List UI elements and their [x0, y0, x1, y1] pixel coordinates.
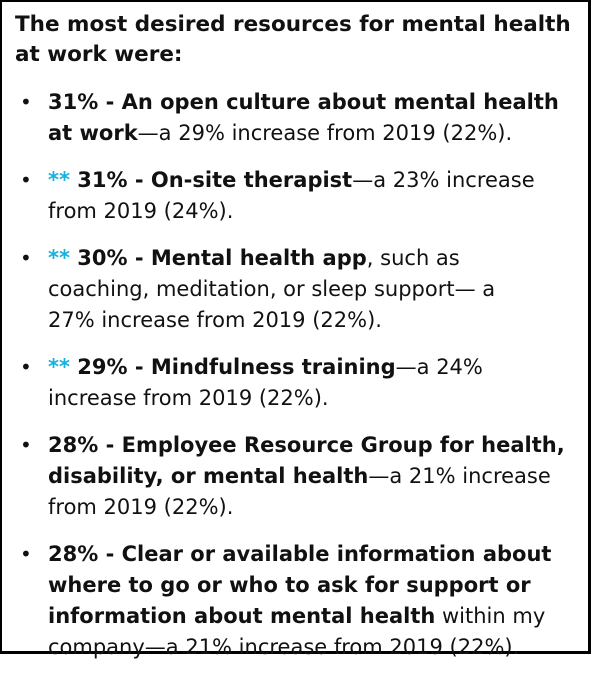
list-item	[2, 539, 588, 663]
item-highlight: 30% - Mental health app	[77, 246, 367, 270]
resource-list	[2, 87, 588, 679]
bullet-icon: •	[20, 90, 32, 114]
item-detail: —a 24% increase from 2019 (22%).	[48, 355, 483, 410]
list-item	[2, 243, 588, 336]
bullet-icon: •	[20, 355, 32, 379]
bullet-icon: •	[20, 168, 32, 192]
item-detail: —a 23% increase from 2019 (24%).	[48, 168, 535, 223]
bullet-icon: •	[20, 246, 32, 270]
list-item	[2, 87, 588, 149]
item-highlight: 28% - Employee Resource Group for health, disability, or mental health	[48, 433, 565, 488]
panel-heading: The most desired resources for mental health at work were:	[15, 12, 571, 67]
emphasis-mark: **	[48, 355, 78, 379]
item-highlight: 31% - On-site therapist	[77, 168, 353, 192]
item-highlight: 31% - An open culture about mental health at work	[48, 90, 559, 145]
item-detail: within my company—a 21% increase from 2019 (22%).	[48, 604, 546, 659]
emphasis-mark: **	[48, 246, 78, 270]
item-detail: , such as coaching, meditation, or sleep support— a 27% increase from 2019 (22%).	[48, 246, 496, 332]
emphasis-mark: **	[48, 168, 78, 192]
item-detail: —a 29% increase from 2019 (22%).	[137, 121, 513, 145]
bullet-icon: •	[20, 542, 32, 566]
list-item	[2, 430, 588, 523]
item-detail: —a 21% increase from 2019 (22%).	[48, 464, 551, 519]
bullet-icon: •	[20, 433, 32, 457]
item-highlight: 29% - Mindfulness training	[77, 355, 396, 379]
list-item	[2, 165, 588, 227]
item-highlight: 28% - Clear or available information about where to go or who to ask for support or information about mental health	[48, 542, 552, 628]
list-item	[2, 352, 588, 414]
